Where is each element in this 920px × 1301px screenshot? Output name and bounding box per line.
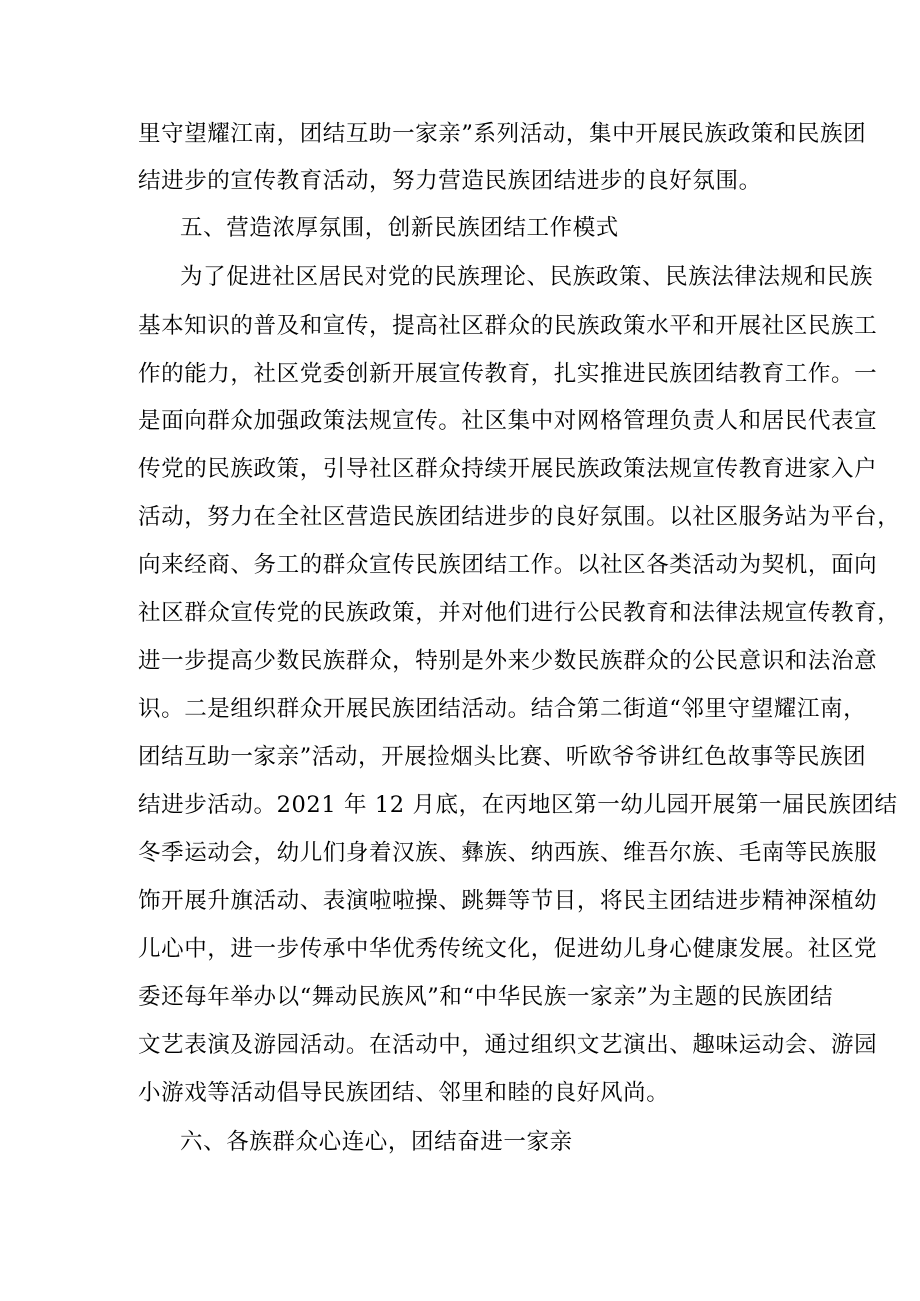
text-line: 是面向群众加强政策法规宣传。社区集中对网格管理负责人和居民代表宣 <box>138 408 878 434</box>
section-heading: 六、各族群众心连心，团结奋进一家亲 <box>180 1129 573 1155</box>
text-line: 饰开展升旗活动、表演啦啦操、跳舞等节目，将民主团结进步精神深植幼 <box>138 888 878 914</box>
text-line: 冬季运动会，幼儿们身着汉族、彝族、纳西族、维吾尔族、毛南等民族服 <box>138 840 878 866</box>
text-line: 里守望耀江南，团结互助一家亲”系列活动，集中开展民族政策和民族团 <box>138 121 867 147</box>
text-line: 文艺表演及游园活动。在活动中，通过组织文艺演出、趣味运动会、游园 <box>138 1032 878 1058</box>
text-line: 基本知识的普及和宣传，提高社区群众的民族政策水平和开展社区民族工 <box>138 313 878 339</box>
text-line: 小游戏等活动倡导民族团结、邻里和睦的良好风尚。 <box>138 1080 670 1106</box>
text-line: 传党的民族政策，引导社区群众持续开展民族政策法规宣传教育进家入户 <box>138 456 878 482</box>
text-line: 儿心中，进一步传承中华优秀传统文化，促进幼儿身心健康发展。社区党 <box>138 936 878 962</box>
text-line: 团结互助一家亲”活动，开展捡烟头比赛、听欧爷爷讲红色故事等民族团 <box>138 744 867 770</box>
text-line: 活动，努力在全社区营造民族团结进步的良好氛围。以社区服务站为平台， <box>138 504 901 530</box>
text-line: 进一步提高少数民族群众，特别是外来少数民族群众的公民意识和法治意 <box>138 648 878 674</box>
text-line: 社区群众宣传党的民族政策，并对他们进行公民教育和法律法规宣传教育， <box>138 600 901 626</box>
text-line: 识。二是组织群众开展民族团结活动。结合第二街道“邻里守望耀江南， <box>138 696 867 722</box>
text-line: 结进步活动。2021 年 12 月底，在丙地区第一幼儿园开展第一届民族团结 <box>138 792 898 818</box>
section-heading: 五、营造浓厚氛围，创新民族团结工作模式 <box>180 215 619 241</box>
text-line: 为了促进社区居民对党的民族理论、民族政策、民族法律法规和民族 <box>180 264 874 290</box>
text-line: 向来经商、务工的群众宣传民族团结工作。以社区各类活动为契机，面向 <box>138 552 878 578</box>
text-line: 委还每年举办以“舞动民族风”和“中华民族一家亲”为主题的民族团结 <box>138 984 834 1010</box>
text-line: 作的能力，社区党委创新开展宣传教育，扎实推进民族团结教育工作。一 <box>138 361 878 387</box>
text-line: 结进步的宣传教育活动，努力营造民族团结进步的良好氛围。 <box>138 168 762 194</box>
